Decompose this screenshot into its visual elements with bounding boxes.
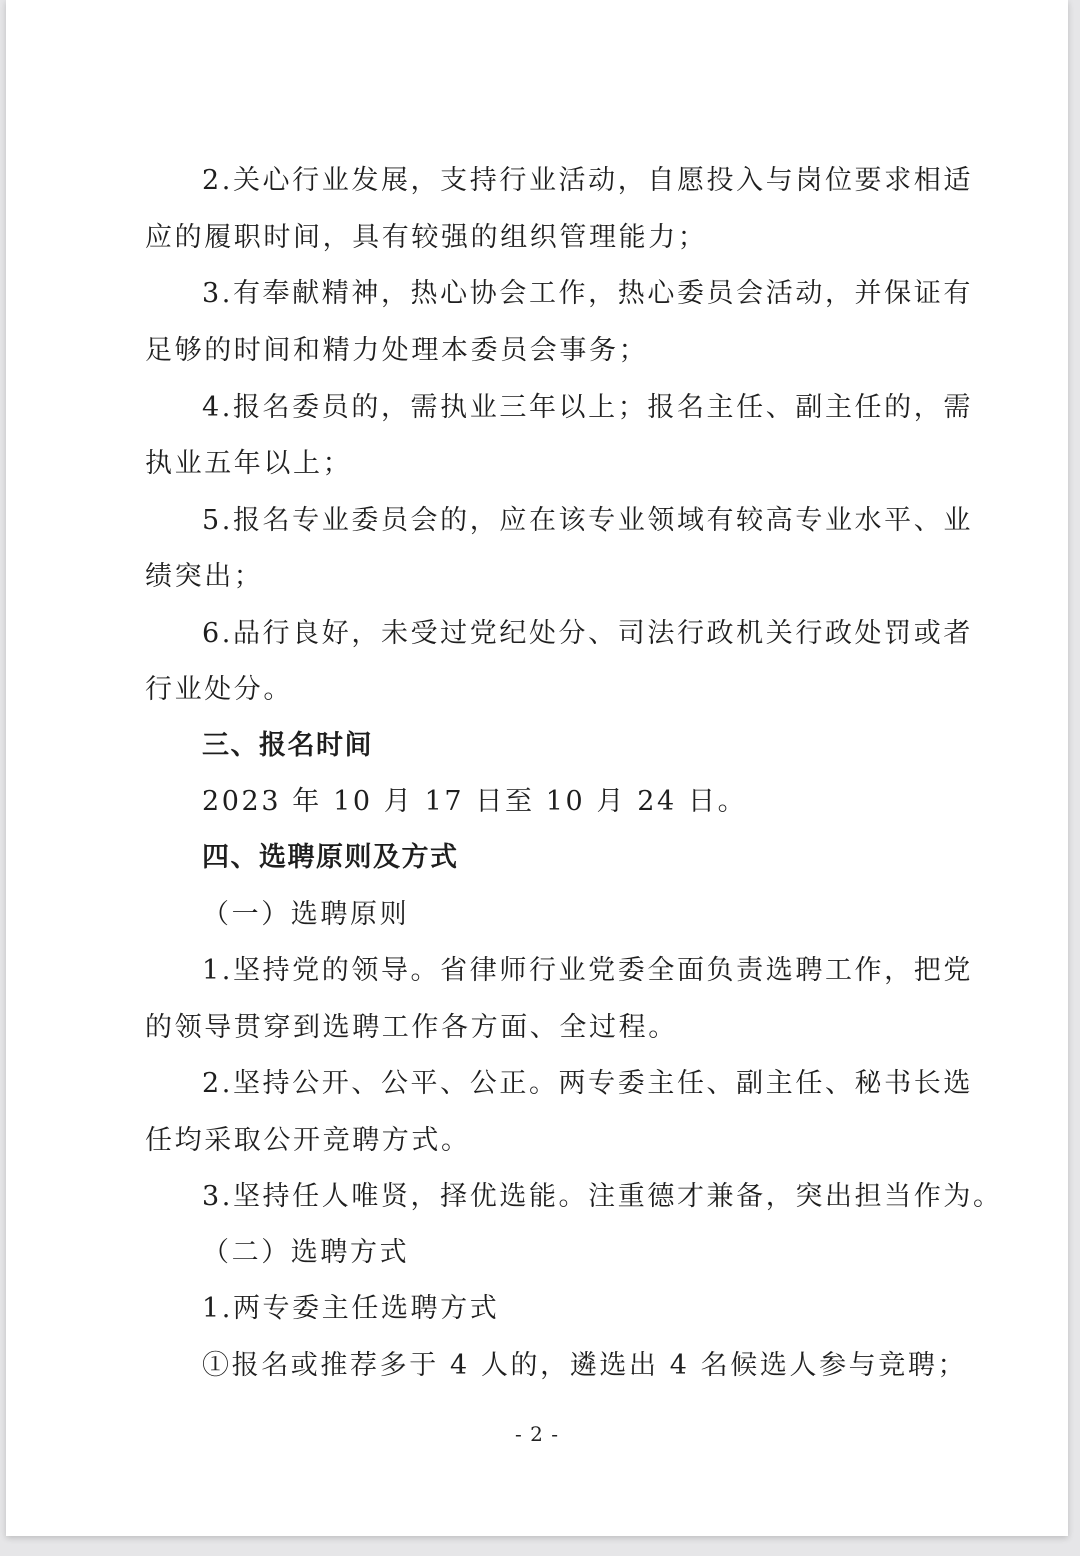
- section-heading: 三、报名时间: [202, 730, 373, 761]
- text-line: 任均采取公开竞聘方式。: [145, 1125, 471, 1156]
- text-line: 1.两专委主任选聘方式: [202, 1293, 500, 1324]
- text-line: 2.坚持公开、公平、公正。两专委主任、副主任、秘书长选: [202, 1068, 973, 1099]
- page-number: - 2 -: [515, 1422, 559, 1446]
- subsection-heading: （二）选聘方式: [202, 1237, 410, 1268]
- text-line: 3.坚持任人唯贤，择优选能。注重德才兼备，突出担当作为。: [202, 1181, 1003, 1212]
- subsection-heading: （一）选聘原则: [202, 899, 410, 930]
- text-line: 行业处分。: [145, 674, 293, 705]
- document-page: [6, 0, 1068, 1536]
- text-line: 足够的时间和精力处理本委员会事务；: [145, 335, 649, 366]
- text-line: 5.报名专业委员会的，应在该专业领域有较高专业水平、业: [202, 505, 973, 536]
- text-line: ①报名或推荐多于 4 人的，遴选出 4 名候选人参与竞聘；: [202, 1350, 968, 1381]
- section-heading: 四、选聘原则及方式: [202, 842, 459, 873]
- text-line: 执业五年以上；: [145, 448, 353, 479]
- text-line: 1.坚持党的领导。省律师行业党委全面负责选聘工作，把党: [202, 955, 973, 986]
- text-line: 3.有奉献精神，热心协会工作，热心委员会活动，并保证有: [202, 278, 973, 309]
- text-line: 2023 年 10 月 17 日至 10 月 24 日。: [202, 786, 748, 817]
- text-line: 的领导贯穿到选聘工作各方面、全过程。: [145, 1012, 678, 1043]
- text-line: 绩突出；: [145, 561, 264, 592]
- text-line: 应的履职时间，具有较强的组织管理能力；: [145, 222, 708, 253]
- text-line: 4.报名委员的，需执业三年以上；报名主任、副主任的，需: [202, 392, 973, 423]
- text-line: 2.关心行业发展，支持行业活动，自愿投入与岗位要求相适: [202, 165, 973, 196]
- text-line: 6.品行良好，未受过党纪处分、司法行政机关行政处罚或者: [202, 618, 973, 649]
